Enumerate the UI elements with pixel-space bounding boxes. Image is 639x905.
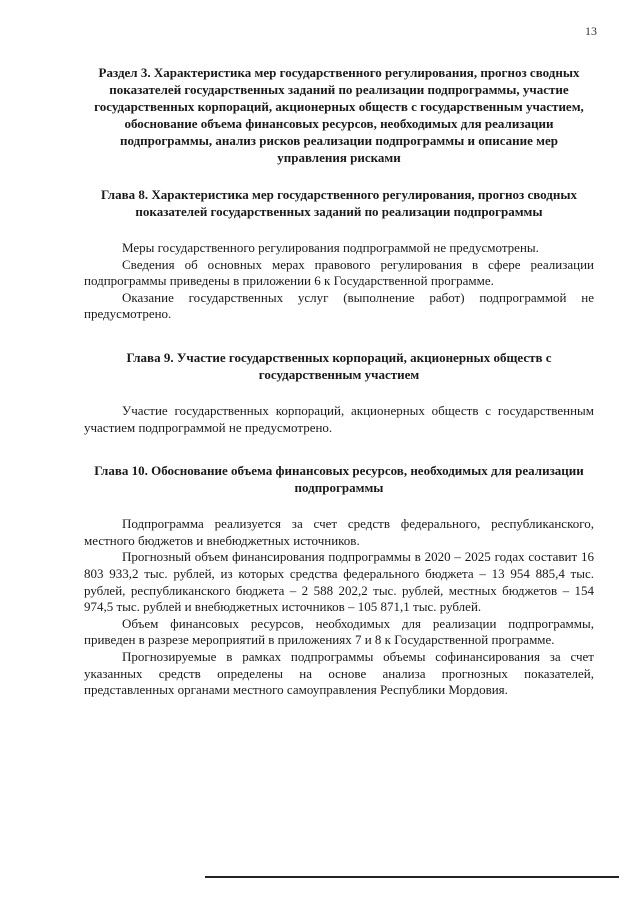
chapter-8-title: Глава 8. Характеристика мер государственного регулирования, прогноз сводных показателей государственных заданий по реализации подпрограммы	[100, 187, 577, 219]
paragraph: Оказание государственных услуг (выполнение работ) подпрограммой не предусмотрено.	[84, 289, 594, 322]
paragraph: Подпрограмма реализуется за счет средств федерального, республиканского, местного бюджетов и внебюджетных источников.	[84, 516, 594, 548]
chapter-9-body	[84, 403, 594, 436]
chapter-8-body	[84, 240, 594, 323]
paragraph: Объем финансовых ресурсов, необходимых для реализации подпрограммы, приведен в разрезе мероприятий в приложениях 7 и 8 к Государственной программе.	[84, 615, 594, 648]
section-title: Раздел 3. Характеристика мер государственного регулирования, прогноз сводных показателей государственных заданий по реализации подпрограммы, участие государственных корпораций, акционерных обществ с государственным участием, обоснование объема финансовых ресурсов, необходимых для реализации подпрограммы, анализ рисков реализации подпрограммы и описание мер управления рисками	[94, 65, 584, 165]
document-body	[84, 64, 594, 725]
paragraph: Сведения об основных мерах правового регулирования в сфере реализации подпрограммы приведены в приложении 6 к Государственной программе.	[84, 256, 594, 289]
paragraph: Прогнозный объем финансирования подпрограммы в 2020 – 2025 годах составит 16 803 933,2 тыс. рублей, из которых средства федерального бюджета – 13 954 885,4 тыс. рублей, республиканского бюджета – 2 588 202,2 тыс. рублей, местных бюджетов – 154 974,5 тыс. рублей и внебюджетных источников – 105 871,1 тыс. рублей.	[84, 549, 594, 615]
chapter-10-title: Глава 10. Обоснование объема финансовых ресурсов, необходимых для реализации подпрограммы	[94, 463, 584, 496]
paragraph: Меры государственного регулирования подпрограммой не предусмотрены.	[122, 240, 539, 255]
chapter-9-title: Глава 9. Участие государственных корпораций, акционерных обществ с государственным участием	[126, 349, 552, 382]
paragraph: Участие государственных корпораций, акционерных обществ с государственным участием подпрограммой не предусмотрено.	[84, 402, 594, 435]
chapter-10-body	[84, 516, 594, 699]
footer-divider	[205, 876, 619, 878]
paragraph: Прогнозируемые в рамках подпрограммы объемы софинансирования за счет указанных средств определены на основе анализа прогнозных показателей, представленных органами местного самоуправления Республики Мордовия.	[84, 648, 594, 698]
page-number: 13	[585, 24, 597, 38]
